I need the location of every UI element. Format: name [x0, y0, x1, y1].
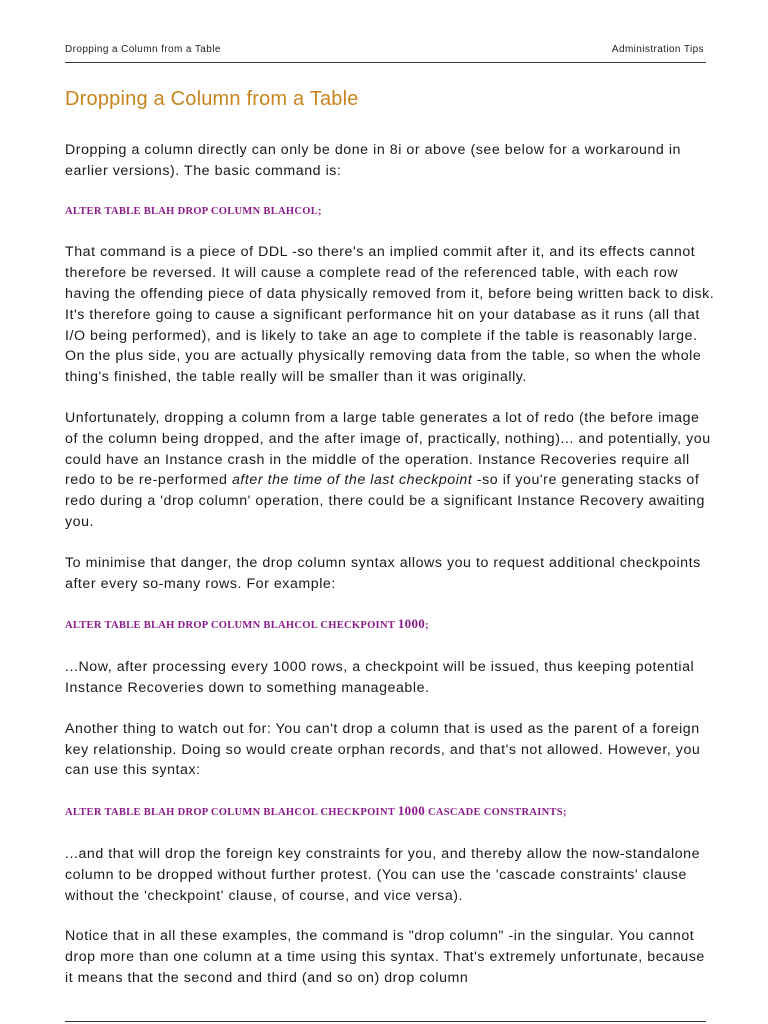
paragraph-redo-text-end: -so if you're generating stacks of redo during a 'drop column' operation, there could be a significant Instance Recovery awaiting you. — [65, 472, 705, 530]
paragraph-checkpoint-result: ...Now, after processing every 1000 rows, a checkpoint will be issued, thus keeping potential Instance Recoveries down to something manageable. — [65, 659, 695, 696]
code-text: ALTER TABLE BLAH DROP COLUMN BLAHCOL CHECKPOINT — [65, 807, 398, 819]
page-title: Dropping a Column from a Table — [65, 88, 359, 110]
code-number: 1000 — [397, 803, 426, 819]
paragraph-redo-text-start: Unfortunately, dropping a column from a large table generates a lot of redo (the before image of the column being dropped, and the after image of, practically, nothing)... and potentially, you could have an Instance crash in the middle of the operation. Instance Recoveries require all redo to be re-performed — [65, 409, 711, 489]
document-body — [65, 140, 715, 1009]
paragraph-intro: Dropping a column directly can only be done in 8i or above (see below for a workaround in earlier versions). The basic command is: — [65, 142, 681, 179]
code-drop-column-cascade — [65, 801, 715, 824]
footer-divider — [65, 1021, 706, 1022]
code-text-end: CASCADE CONSTRAINTS; — [425, 807, 567, 819]
paragraph-foreign-key: Another thing to watch out for: You can't drop a column that is used as the parent of a foreign key relationship. Doing so would create orphan records, and that's not allowed. However, you can use this syntax: — [65, 720, 701, 779]
code-text: ALTER TABLE BLAH DROP COLUMN BLAHCOL CHECKPOINT — [65, 620, 398, 632]
running-header — [65, 42, 706, 63]
header-document-title: Dropping a Column from a Table — [65, 44, 221, 55]
paragraph-singular-note: Notice that in all these examples, the command is "drop column" -in the singular. You cannot drop more than one column at a time using this syntax. That's extremely unfortunate, because it means that the second and third (and so on) drop column — [65, 928, 705, 986]
paragraph-cascade-result: ...and that will drop the foreign key constraints for you, and thereby allow the now-standalone column to be dropped without further protest. (You can use the 'cascade constraints' clause without the 'checkpoint' clause, of course, and vice versa). — [65, 845, 701, 904]
code-drop-column: ALTER TABLE BLAH DROP COLUMN BLAHCOL; — [65, 205, 322, 217]
paragraph-checkpoint-intro: To minimise that danger, the drop column syntax allows you to request additional checkpoints after every so-many rows. For example: — [65, 554, 701, 592]
code-text-end: ; — [425, 620, 429, 632]
code-drop-column-checkpoint — [65, 614, 715, 637]
emphasis-last-checkpoint: after the time of the last checkpoint — [231, 472, 473, 489]
paragraph-ddl-explanation: That command is a piece of DDL -so there's an implied commit after it, and its effects cannot therefore be reversed. It will cause a complete read of the referenced table, with each row having the offending piece of data physically removed from it, before being written back to disk. It's therefore going to cause a significant performance hit on your database as it runs (all that I/O being performed), and is likely to take an age to complete if the table is reasonably large. On the plus side, you are actually physically removing data from the table, so when the whole thing's finished, the table really will be smaller than it was originally. — [65, 244, 715, 386]
header-section-name: Administration Tips — [611, 44, 704, 55]
paragraph-redo-warning — [65, 408, 715, 533]
document-page — [65, 0, 715, 1024]
code-number: 1000 — [397, 616, 426, 632]
